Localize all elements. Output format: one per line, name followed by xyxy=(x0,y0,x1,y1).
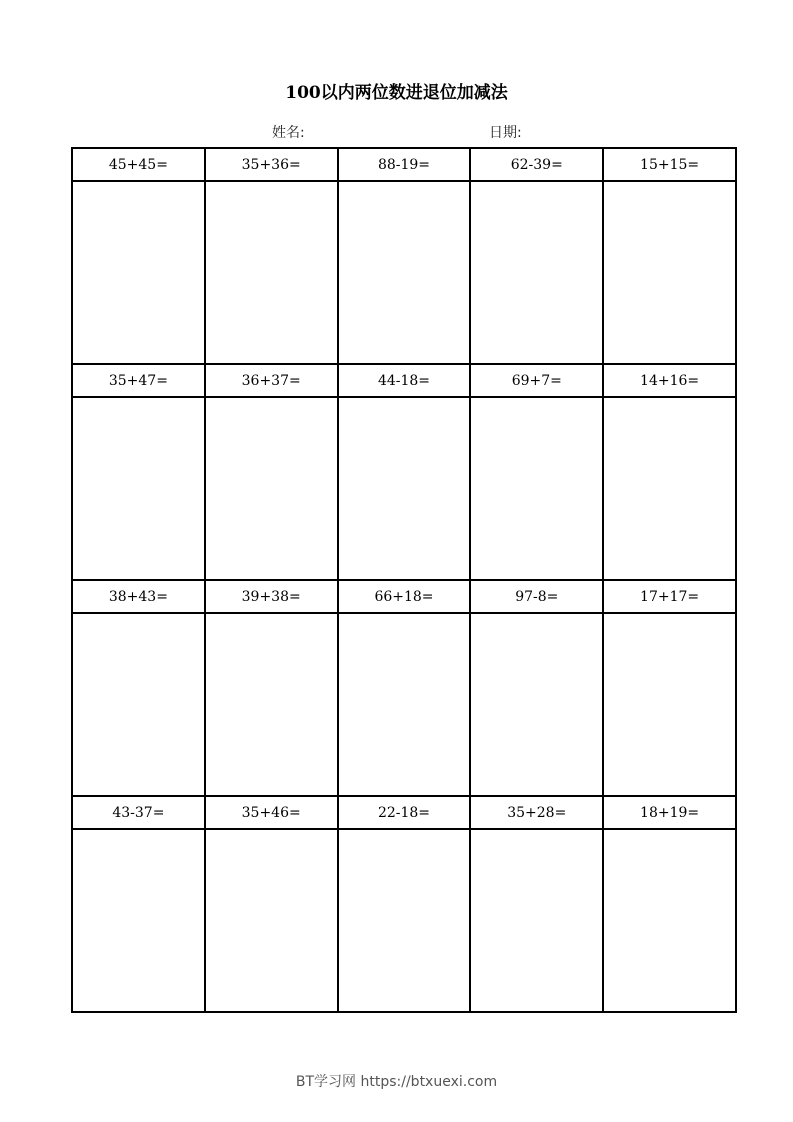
problem-cell: 38+43= xyxy=(72,580,205,613)
problem-cell: 36+37= xyxy=(205,364,338,397)
problem-cell: 45+45= xyxy=(72,148,205,181)
work-area xyxy=(205,181,338,364)
problem-row-1 xyxy=(72,148,736,181)
work-row-4 xyxy=(72,829,736,1012)
problem-cell: 35+36= xyxy=(205,148,338,181)
problem-cell: 97-8= xyxy=(470,580,603,613)
problem-row-3 xyxy=(72,580,736,613)
problem-cell: 44-18= xyxy=(338,364,471,397)
problem-cell: 66+18= xyxy=(338,580,471,613)
problem-cell: 14+16= xyxy=(603,364,736,397)
work-area xyxy=(470,829,603,1012)
problem-cell: 15+15= xyxy=(603,148,736,181)
problem-cell: 17+17= xyxy=(603,580,736,613)
work-area xyxy=(338,181,471,364)
problem-cell: 35+28= xyxy=(470,796,603,829)
problem-cell: 69+7= xyxy=(470,364,603,397)
date-label: 日期: xyxy=(489,125,522,141)
problem-cell: 35+47= xyxy=(72,364,205,397)
work-area xyxy=(603,613,736,796)
name-label: 姓名: xyxy=(272,125,305,141)
work-area xyxy=(470,181,603,364)
work-area xyxy=(470,613,603,796)
problem-cell: 62-39= xyxy=(470,148,603,181)
work-area xyxy=(205,829,338,1012)
work-area xyxy=(205,397,338,580)
work-area xyxy=(603,181,736,364)
work-area xyxy=(603,397,736,580)
work-area xyxy=(205,613,338,796)
work-area xyxy=(72,397,205,580)
work-area xyxy=(603,829,736,1012)
work-row-1 xyxy=(72,181,736,364)
problem-row-4 xyxy=(72,796,736,829)
work-area xyxy=(72,613,205,796)
problem-row-2 xyxy=(72,364,736,397)
problem-cell: 43-37= xyxy=(72,796,205,829)
problem-cell: 22-18= xyxy=(338,796,471,829)
work-area xyxy=(470,397,603,580)
work-area xyxy=(72,181,205,364)
work-row-2 xyxy=(72,397,736,580)
problem-grid xyxy=(71,147,737,1013)
problem-cell: 88-19= xyxy=(338,148,471,181)
work-area xyxy=(338,829,471,1012)
footer-watermark: BT学习网 https://btxuexi.com xyxy=(295,1074,498,1090)
work-area xyxy=(338,397,471,580)
work-row-3 xyxy=(72,613,736,796)
problem-cell: 18+19= xyxy=(603,796,736,829)
work-area xyxy=(338,613,471,796)
problem-cell: 35+46= xyxy=(205,796,338,829)
worksheet-title: 100以内两位数进退位加减法 xyxy=(285,83,508,103)
problem-cell: 39+38= xyxy=(205,580,338,613)
work-area xyxy=(72,829,205,1012)
